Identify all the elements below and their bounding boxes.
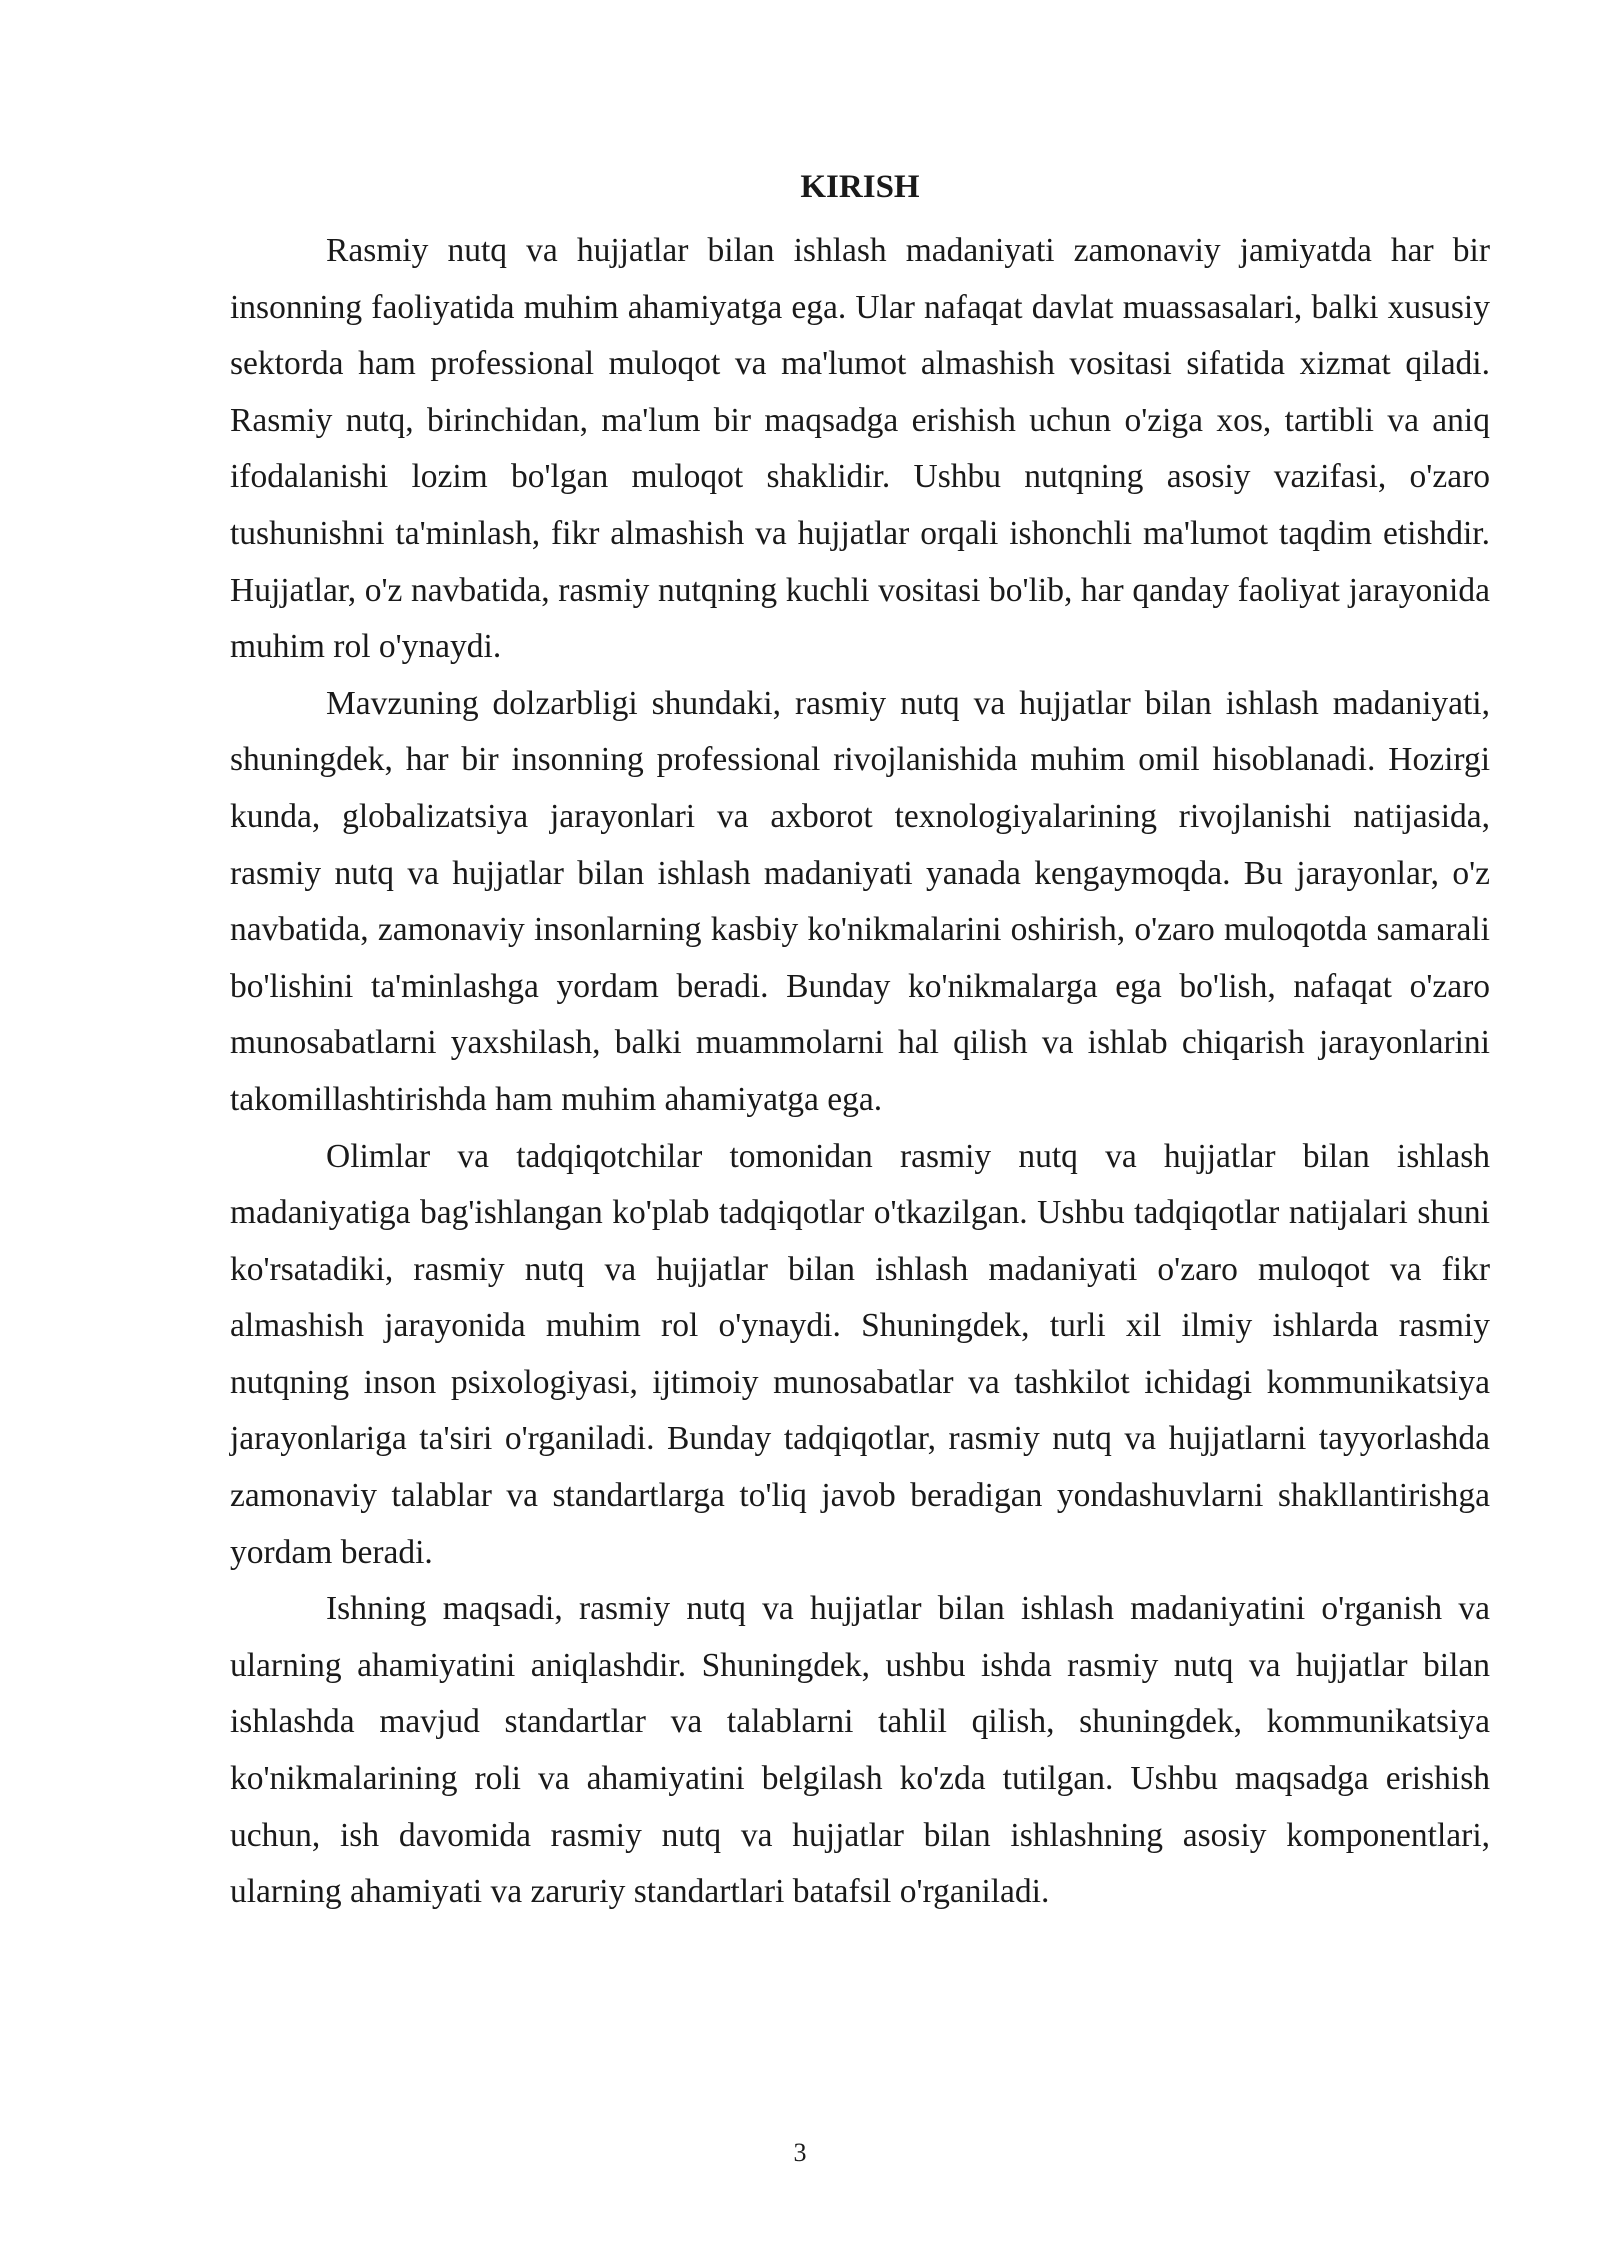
- page-number: 3: [793, 2138, 807, 2167]
- paragraph-research: Olimlar va tadqiqotchilar tomonidan rasmiy nutq va hujjatlar bilan ishlash madaniyatiga bag'ishlangan ko'plab tadqiqotlar o'tkazilgan. Ushbu tadqiqotlar natijalari shuni ko'rsatadiki, rasmiy nutq va hujjatlar bilan ishlash madaniyati o'zaro muloqot va fikr almashish jarayonida muhim rol o'ynaydi. Shuningdek, turli xil ilmiy ishlarda rasmiy nutqning inson psixologiyasi, ijtimoiy munosabatlar va tashkilot ichidagi kommunikatsiya jarayonlariga ta'siri o'rganiladi. Bunday tadqiqotlar, rasmiy nutq va hujjatlarni tayyorlashda zamonaviy talablar va standartlarga to'liq javob beradigan yondashuvlarni shakllantirishga yordam beradi.: [230, 1137, 1490, 1571]
- paragraph-relevance: Mavzuning dolzarbligi shundaki, rasmiy nutq va hujjatlar bilan ishlash madaniyati, shuningdek, har bir insonning professional rivojlanishida muhim omil hisoblanadi. Hozirgi kunda, globalizatsiya jarayonlari va axborot texnologiyalarining rivojlanishi natijasida, rasmiy nutq va hujjatlar bilan ishlash madaniyati yanada kengaymoqda. Bu jarayonlar, o'z navbatida, zamonaviy insonlarning kasbiy ko'nikmalarini oshirish, o'zaro muloqotda samarali bo'lishini ta'minlashga yordam beradi. Bunday ko'nikmalarga ega bo'lish, nafaqat o'zaro munosabatlarni yaxshilash, balki muammolarni hal qilish va ishlab chiqarish jarayonlarini takomillashtirishda ham muhim ahamiyatga ega.: [230, 684, 1490, 1118]
- page-content: [230, 165, 1490, 1921]
- section-heading: KIRISH: [800, 169, 920, 205]
- paragraph-introduction: Rasmiy nutq va hujjatlar bilan ishlash madaniyati zamonaviy jamiyatda har bir insonning faoliyatida muhim ahamiyatga ega. Ular nafaqat davlat muassasalari, balki xususiy sektorda ham professional muloqot va ma'lumot almashish vositasi sifatida xizmat qiladi. Rasmiy nutq, birinchidan, ma'lum bir maqsadga erishish uchun o'ziga xos, tartibli va aniq ifodalanishi lozim bo'lgan muloqot shaklidir. Ushbu nutqning asosiy vazifasi, o'zaro tushunishni ta'minlash, fikr almashish va hujjatlar orqali ishonchli ma'lumot taqdim etishdir. Hujjatlar, o'z navbatida, rasmiy nutqning kuchli vositasi bo'lib, har qanday faoliyat jarayonida muhim rol o'ynaydi.: [230, 232, 1490, 666]
- paragraph-goal: Ishning maqsadi, rasmiy nutq va hujjatlar bilan ishlash madaniyatini o'rganish va ularning ahamiyatini aniqlashdir. Shuningdek, ushbu ishda rasmiy nutq va hujjatlar bilan ishlashda mavjud standartlar va talablarni tahlil qilish, shuningdek, kommunikatsiya ko'nikmalarining roli va ahamiyatini belgilash ko'zda tutilgan. Ushbu maqsadga erishish uchun, ish davomida rasmiy nutq va hujjatlar bilan ishlashning asosiy komponentlari, ularning ahamiyati va zaruriy standartlari batafsil o'rganiladi.: [230, 1590, 1490, 1911]
